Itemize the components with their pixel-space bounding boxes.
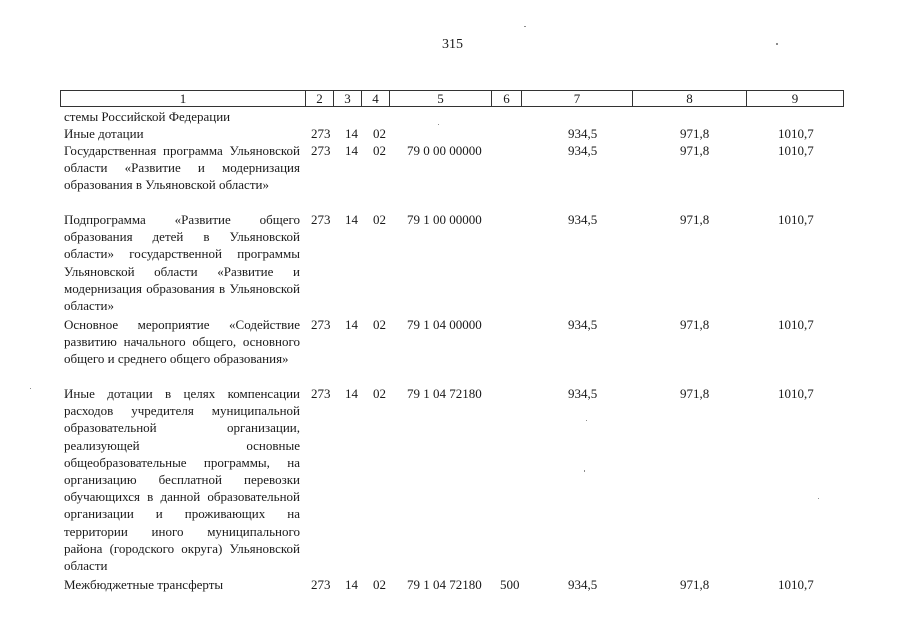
scan-speck <box>586 420 587 421</box>
row-name: Основное мероприятие «Содействие развитию начального общего, основного общего и среднего общего образования» <box>64 317 300 367</box>
row-col-4: 02 <box>373 143 386 158</box>
row-col-2: 273 <box>311 212 331 227</box>
row-col-5: 79 1 04 72180 <box>407 386 482 401</box>
row-col-8: 971,8 <box>680 577 710 592</box>
row-col-8: 971,8 <box>680 143 710 158</box>
row-col-9: 1010,7 <box>778 143 814 158</box>
row-col-5: 79 1 04 00000 <box>407 317 482 332</box>
row-col-5: 79 1 04 72180 <box>407 577 482 592</box>
row-col-9: 1010,7 <box>778 317 814 332</box>
row-col-8: 971,8 <box>680 212 710 227</box>
row-col-5: 79 0 00 00000 <box>407 143 482 158</box>
row-col-8: 971,8 <box>680 126 710 141</box>
row-col-2: 273 <box>311 126 331 141</box>
header-col-3: 3 <box>334 91 362 106</box>
scan-speck <box>524 26 526 27</box>
row-col-7: 934,5 <box>568 317 598 332</box>
table-header <box>60 90 844 107</box>
scan-speck <box>438 124 439 125</box>
row-col-9: 1010,7 <box>778 386 814 401</box>
row-name: Иные дотации в целях компенсации расходов учредителя муниципальной образовательной организации, реализующей основные общеобразовательные программы, на организацию бесплатной перевозки обучающихся в данной образовательной организации и проживающих на территории иного муниципального района (городского округа) Ульяновской области <box>64 386 300 574</box>
row-col-3: 14 <box>345 317 358 332</box>
scan-speck <box>818 498 819 499</box>
row-col-2: 273 <box>311 143 331 158</box>
header-col-9: 9 <box>791 91 799 106</box>
row-col-4: 02 <box>373 577 386 592</box>
row-col-2: 273 <box>311 577 331 592</box>
row-col-7: 934,5 <box>568 386 598 401</box>
row-col-8: 971,8 <box>680 317 710 332</box>
header-col-5: 5 <box>390 91 492 106</box>
scan-speck <box>30 388 31 389</box>
row-col-4: 02 <box>373 317 386 332</box>
row-name: стемы Российской Федерации <box>64 109 231 124</box>
row-col-7: 934,5 <box>568 212 598 227</box>
row-col-7: 934,5 <box>568 143 598 158</box>
header-col-6: 6 <box>492 91 522 106</box>
scan-speck <box>776 43 778 45</box>
page-number: 315 <box>442 37 463 52</box>
row-col-3: 14 <box>345 143 358 158</box>
header-col-2: 2 <box>306 91 334 106</box>
row-col-8: 971,8 <box>680 386 710 401</box>
row-col-3: 14 <box>345 577 358 592</box>
row-col-6: 500 <box>500 577 520 592</box>
header-col-4: 4 <box>362 91 390 106</box>
row-col-2: 273 <box>311 386 331 401</box>
row-col-4: 02 <box>373 212 386 227</box>
header-col-7: 7 <box>522 91 633 106</box>
row-col-3: 14 <box>345 212 358 227</box>
row-col-7: 934,5 <box>568 577 598 592</box>
row-col-4: 02 <box>373 126 386 141</box>
row-name: Государственная программа Ульяновской области «Развитие и модернизация образования в Ульяновской области» <box>64 143 300 193</box>
header-col-8: 8 <box>633 91 747 106</box>
row-col-7: 934,5 <box>568 126 598 141</box>
row-name: Межбюджетные трансферты <box>64 577 224 592</box>
row-name: Иные дотации <box>64 126 144 141</box>
row-col-9: 1010,7 <box>778 126 814 141</box>
row-col-4: 02 <box>373 386 386 401</box>
row-name: Подпрограмма «Развитие общего образования детей в Ульяновской области» государственной программы Ульяновской области «Развитие и модернизация образования в Ульяновской области» <box>64 212 300 314</box>
row-col-5: 79 1 00 00000 <box>407 212 482 227</box>
row-col-3: 14 <box>345 126 358 141</box>
header-col-1: 1 <box>61 91 306 106</box>
scan-speck <box>584 470 585 472</box>
row-col-3: 14 <box>345 386 358 401</box>
row-col-9: 1010,7 <box>778 212 814 227</box>
row-col-9: 1010,7 <box>778 577 814 592</box>
row-col-2: 273 <box>311 317 331 332</box>
